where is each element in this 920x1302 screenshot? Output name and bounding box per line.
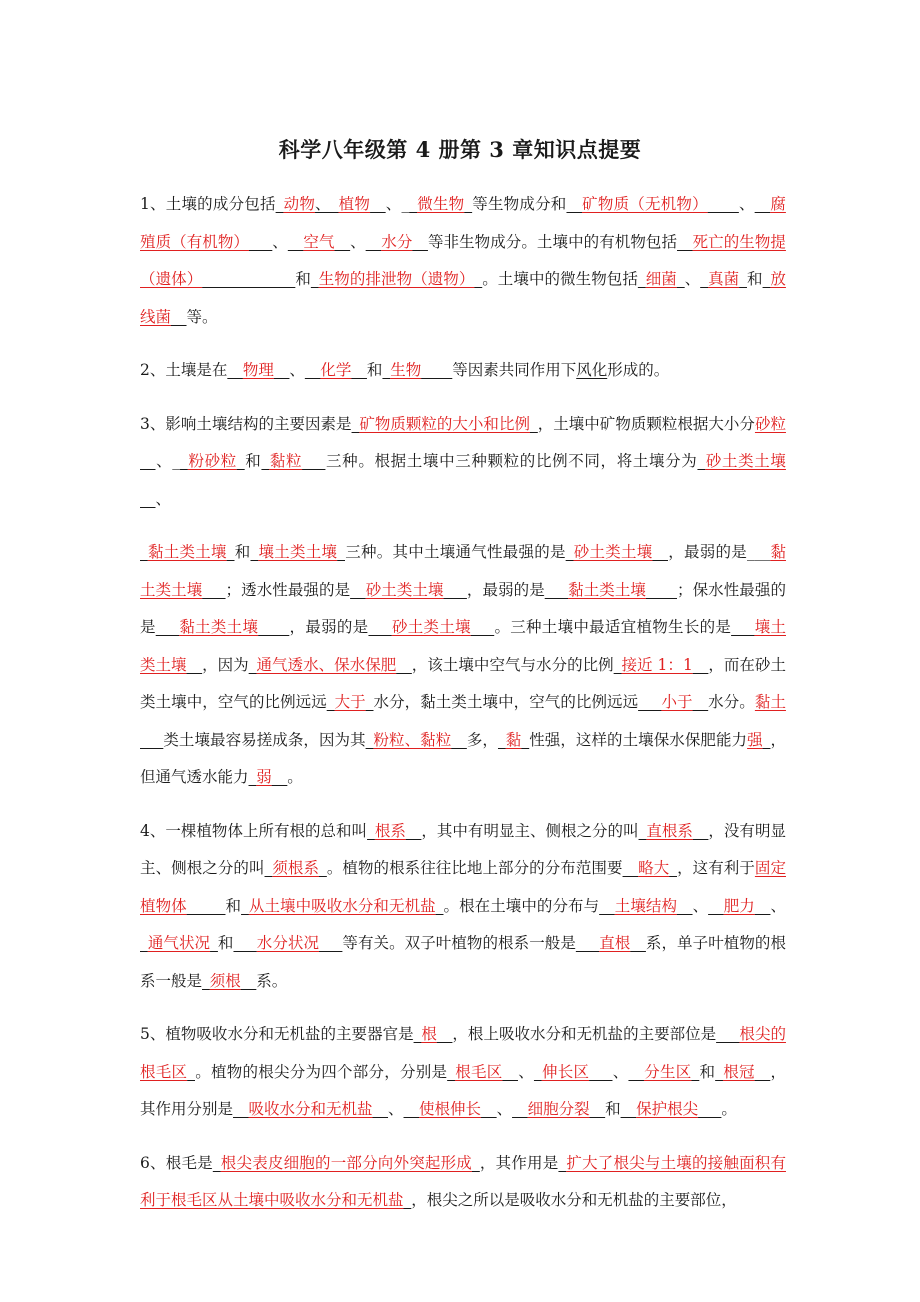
- blank-underline: _: [382, 361, 391, 379]
- blank-underline: __: [350, 580, 366, 599]
- body-text: 类土壤最容易搓成条，因为其: [163, 730, 366, 749]
- blank-underline: ___: [544, 580, 569, 599]
- blank-underline: ___: [470, 618, 495, 636]
- blank-underline: _: [140, 543, 148, 561]
- blank-underline: _: [762, 730, 771, 749]
- blank-underline: __: [351, 361, 367, 379]
- body-text: ，最弱的是: [466, 580, 545, 599]
- blank-underline: _: [558, 1153, 567, 1172]
- paragraph-2: [140, 352, 786, 390]
- answer-text: 使根伸长: [419, 1100, 482, 1118]
- body-text: ，而在砂土类土壤中，空气的比例远远: [140, 655, 786, 711]
- blank-underline: _: [261, 452, 270, 470]
- body-text: ；透水性最强的是: [225, 580, 351, 599]
- blank-underline: _: [212, 1153, 221, 1172]
- blank-underline: __: [403, 1100, 420, 1118]
- answer-text: 根尖表皮细胞的一部分向外突起形成: [220, 1153, 472, 1172]
- answer-text: 根系: [374, 821, 406, 840]
- blank-underline: ___: [731, 618, 755, 636]
- answer-text: 大于: [334, 693, 366, 711]
- body-text: 。: [287, 768, 303, 786]
- body-text: 。根在土壤中的分布与: [443, 896, 600, 915]
- body-text: 4、一棵植物体上所有根的总和叫: [140, 821, 368, 840]
- blank-underline: _: [638, 821, 647, 840]
- body-text: 和: [295, 270, 311, 288]
- answer-text: 水分状况: [256, 934, 320, 952]
- answer-text: 强: [747, 730, 763, 749]
- blank-underline: __: [171, 307, 187, 326]
- body-text: 、: [155, 489, 172, 508]
- blank-underline: __: [754, 896, 771, 915]
- blank-underline: _: [637, 270, 646, 288]
- body-text: 和: [244, 452, 262, 470]
- blank-underline: _: [413, 1025, 422, 1043]
- answer-text: 空气: [303, 232, 335, 251]
- body-text: 等因素共同作用下: [452, 361, 577, 379]
- body-text: 。土壤中的微生物包括: [482, 270, 638, 288]
- body-text: 、: [612, 1062, 629, 1081]
- body-text: 性强，这样的土壤保水保肥能力: [529, 730, 748, 749]
- blank-underline: _: [248, 655, 257, 674]
- blank-underline: _: [474, 270, 483, 288]
- blank-underline: __: [652, 543, 668, 561]
- answer-text: 粉粒、黏粒: [373, 730, 452, 749]
- blank-underline: _: [409, 195, 417, 213]
- answer-text: 固定植物体: [140, 859, 786, 915]
- blank-underline: _: [762, 270, 771, 288]
- blank-underline: __: [271, 768, 288, 786]
- body-text: 和: [699, 1062, 716, 1081]
- blank-underline: ___: [248, 232, 273, 251]
- blank-underline: __: [481, 1100, 497, 1118]
- blank-underline: _: [464, 195, 473, 213]
- body-text: 2、土壤是在: [140, 361, 228, 379]
- blank-underline: _: [310, 270, 319, 288]
- blank-underline: __: [436, 1025, 453, 1043]
- body-text: 和: [746, 270, 763, 288]
- blank-underline: __: [754, 1062, 771, 1081]
- answer-text: 壤土类土壤: [258, 543, 338, 561]
- blank-underline: ___: [202, 580, 226, 599]
- answer-text: 黏土类土壤: [140, 543, 786, 599]
- answer-text: 通气状况: [147, 934, 211, 952]
- answer-text: 粉砂粒: [187, 452, 237, 470]
- answer-text: 放线菌: [140, 270, 786, 326]
- blank-underline: _: [210, 934, 218, 952]
- blank-underline: _: [565, 543, 574, 561]
- answer-text: 细菌: [645, 270, 677, 288]
- document-body: [140, 186, 786, 1236]
- blank-underline: __: [630, 934, 646, 952]
- blank-underline: __: [233, 1100, 249, 1118]
- blank-underline: ___: [698, 1100, 722, 1118]
- blank-underline: ___: [638, 693, 662, 711]
- blank-underline: __: [396, 655, 412, 674]
- body-text: 、: [289, 361, 305, 379]
- answer-text: 通气透水、保水保肥: [256, 655, 397, 674]
- blank-underline: ___: [589, 1062, 613, 1081]
- blank-underline: __: [677, 896, 693, 915]
- answer-text: 砂粒: [754, 414, 786, 433]
- body-text: 等非生物成分。土壤中的有机物包括: [427, 232, 678, 251]
- answer-text: 物理: [242, 361, 274, 379]
- blank-underline: _: [497, 730, 506, 749]
- blank-underline: __: [566, 195, 582, 213]
- answer-text: 黏土类土壤: [568, 580, 646, 599]
- blank-underline: ____: [258, 618, 290, 636]
- answer-text: 土壤结构: [614, 896, 678, 915]
- answer-text: 微生物: [417, 195, 465, 213]
- answer-text: 扩大了根尖与土壤的接触面积有利于根毛区从土壤中吸收水分和无机盐: [140, 1153, 786, 1209]
- blank-underline: _: [691, 1062, 700, 1081]
- blank-underline: __: [754, 195, 771, 213]
- body-text: ，该土壤中空气与水分的比例: [411, 655, 614, 674]
- answer-text: 植物: [338, 195, 371, 213]
- blank-underline: __: [304, 361, 321, 379]
- blank-underline: _: [533, 1062, 542, 1081]
- blank-underline: 、_: [315, 195, 339, 213]
- body-text: 。植物的根尖分为四个部分，分别是: [195, 1062, 448, 1081]
- blank-underline: ___: [233, 934, 257, 952]
- answer-text: 动物: [283, 195, 316, 213]
- body-text: 3、影响土壤结构的主要因素是: [140, 414, 352, 433]
- body-text: 、_: [155, 452, 181, 470]
- blank-underline: _: [226, 543, 235, 561]
- answer-text: 直根系: [646, 821, 693, 840]
- answer-text: 壤土类土壤: [140, 618, 786, 674]
- blank-underline: _: [613, 655, 622, 674]
- blank-underline: _: [365, 730, 374, 749]
- body-text: 、: [388, 1100, 404, 1118]
- page-title: 科学八年级第 4 册第 3 章知识点提要: [278, 137, 642, 162]
- answer-text: 直根: [599, 934, 631, 952]
- body-text: 水分。: [708, 693, 755, 711]
- body-text: 和: [366, 361, 383, 379]
- body-text: 。三种土壤中最适宜植物生长的是: [494, 618, 732, 636]
- answer-text: 生物的排泄物（遗物）: [318, 270, 475, 288]
- answer-text: 化学: [320, 361, 352, 379]
- body-text: ，因为: [202, 655, 249, 674]
- blank-underline: __: [622, 859, 639, 877]
- blank-underline: ___: [155, 618, 180, 636]
- body-text: 5、植物吸收水分和无机盐的主要器官是: [140, 1025, 414, 1043]
- answer-text: 须根系: [272, 859, 320, 877]
- answer-text: 根尖的根毛区: [140, 1025, 786, 1081]
- blank-underline: __: [692, 693, 709, 711]
- body-text: ，最弱的是___: [667, 543, 771, 561]
- answer-text: 细胞分裂: [527, 1100, 590, 1118]
- blank-underline: _: [326, 693, 335, 711]
- blank-underline: __: [287, 232, 304, 251]
- answer-text: 水分: [381, 232, 413, 251]
- answer-text: 砂土类土壤: [391, 618, 471, 636]
- body-text: ，没有明显主、侧根之分的叫: [140, 821, 786, 877]
- body-text: 、: [692, 896, 709, 915]
- blank-underline: ___: [302, 452, 326, 470]
- blank-underline: __: [365, 232, 382, 251]
- blank-underline: __: [512, 1100, 528, 1118]
- blank-underline: _: [529, 414, 538, 433]
- blank-underline: _: [351, 414, 360, 433]
- blank-underline: __: [140, 452, 156, 470]
- blank-underline: _: [676, 270, 685, 288]
- answer-text: 黏土类土壤: [179, 618, 259, 636]
- blank-underline: _: [337, 543, 345, 561]
- blank-underline: __: [186, 655, 203, 674]
- body-text: 、: [684, 270, 701, 288]
- blank-underline: __: [502, 1062, 518, 1081]
- paragraph-7: [140, 1145, 786, 1220]
- body-text: 1、土壤的成分包括: [140, 195, 276, 213]
- body-text: 6、根毛是: [140, 1153, 213, 1172]
- blank-underline: __: [599, 896, 615, 915]
- answer-text: 黏粒: [269, 452, 303, 470]
- answer-text: 从土壤中吸收水分和无机盐: [248, 896, 436, 915]
- blank-underline: _: [140, 934, 148, 952]
- body-text: 三种。根据土壤中三种颗粒的比例不同，将土壤分为: [325, 452, 698, 470]
- blank-underline: ____________: [202, 270, 296, 288]
- answer-text: 死亡的生物提（遗体）: [140, 232, 786, 288]
- blank-underline: _: [700, 270, 709, 288]
- body-text: 等。: [186, 307, 218, 326]
- answer-text: 黏土类土壤: [147, 543, 227, 561]
- body-text: 等生物成分和: [472, 195, 567, 213]
- answer-text: 砂土类土壤: [573, 543, 653, 561]
- answer-text: 略大: [638, 859, 670, 877]
- body-text: 形成的。: [607, 361, 670, 379]
- body-text: 。: [721, 1100, 737, 1118]
- body-text: 。植物的根系往往比地上部分的分布范围要: [326, 859, 623, 877]
- blank-underline: __: [334, 232, 351, 251]
- blank-underline: _: [241, 896, 249, 915]
- blank-underline: _: [236, 452, 245, 470]
- blank-underline: __: [692, 821, 709, 840]
- answer-text: 接近 1：1: [621, 655, 693, 674]
- blank-underline: __: [140, 489, 156, 508]
- blank-underline: __: [273, 361, 290, 379]
- body-text: 系。: [256, 971, 288, 990]
- body-text: ，根上吸收水分和无机盐的主要部位是: [452, 1025, 717, 1043]
- body-text: ，土壤中矿物质颗粒根据大小分: [537, 414, 755, 433]
- body-text: 和: [605, 1100, 621, 1118]
- blank-underline: __: [589, 1100, 606, 1118]
- blank-underline: _: [521, 730, 530, 749]
- blank-underline: __: [405, 821, 422, 840]
- answer-text: 根冠: [722, 1062, 755, 1081]
- blank-underline: __: [677, 232, 693, 251]
- body-text: ；保水性最强的是: [140, 580, 786, 636]
- body-text: 和: [217, 934, 234, 952]
- body-text: 、: [272, 232, 288, 251]
- blank-underline: ___: [140, 730, 164, 749]
- blank-underline: _: [275, 195, 284, 213]
- body-text: 、: [350, 232, 366, 251]
- answer-text: 分生区: [643, 1062, 692, 1081]
- paragraph-5: [140, 813, 786, 1001]
- blank-underline: __: [227, 361, 243, 379]
- blank-underline: ____: [707, 195, 739, 213]
- blank-underline: _: [319, 859, 327, 877]
- answer-text: 黏: [505, 730, 522, 749]
- blank-underline: _: [435, 896, 444, 915]
- body-text: ，这有利于: [677, 859, 755, 877]
- paragraph-1: [140, 186, 786, 336]
- body-text: ，其作用是: [479, 1153, 559, 1172]
- answer-text: 保护根尖: [636, 1100, 699, 1118]
- blank-underline: _: [447, 1062, 455, 1081]
- body-text: ，根尖之所以是吸收水分和无机盐的主要部位，: [411, 1191, 737, 1209]
- body-text: ，其中有明显主、侧根之分的叫: [421, 821, 639, 840]
- paragraph-4: [140, 534, 786, 797]
- blank-underline: __: [370, 195, 386, 213]
- blank-underline: _: [669, 859, 678, 877]
- blank-underline: __: [692, 655, 709, 674]
- answer-text: 伸长区: [541, 1062, 590, 1081]
- blank-underline: _: [715, 1062, 723, 1081]
- paragraph-6: [140, 1016, 786, 1129]
- blank-underline: __: [628, 1062, 644, 1081]
- body-text: 、: [738, 195, 755, 213]
- blank-underline: _: [248, 768, 257, 786]
- blank-underline: __: [620, 1100, 637, 1118]
- body-text: ，最弱的是: [289, 618, 369, 636]
- body-text: 多，: [466, 730, 498, 749]
- blank-underline: _: [202, 971, 210, 990]
- body-text: 和: [225, 896, 242, 915]
- body-text: 、: [496, 1100, 513, 1118]
- blank-underline: _: [180, 452, 188, 470]
- body-text: 、_: [385, 195, 410, 213]
- answer-text: 腐殖质（有机物）: [140, 195, 786, 251]
- body-text: 等有关。双子叶植物的根系一般是: [342, 934, 576, 952]
- answer-text: 根: [421, 1025, 437, 1043]
- body-text: ，其作用分别是: [140, 1062, 786, 1118]
- answer-text: 砂土类土壤: [705, 452, 786, 470]
- body-text: 、: [770, 896, 786, 915]
- blank-underline: ___: [716, 1025, 740, 1043]
- blank-underline: ___: [443, 580, 467, 599]
- answer-text: 肥力: [723, 896, 755, 915]
- blank-underline: __: [372, 1100, 389, 1118]
- paragraph-3: [140, 406, 786, 519]
- blank-underline: _: [697, 452, 706, 470]
- blank-underline: __: [240, 971, 257, 990]
- blank-underline: _____: [186, 896, 226, 915]
- blank-underline: _: [264, 859, 273, 877]
- blank-underline: _: [367, 821, 375, 840]
- blank-underline: ___: [368, 618, 392, 636]
- blank-underline: _: [403, 1191, 412, 1209]
- blank-underline: ___: [575, 934, 600, 952]
- body-text: 和: [234, 543, 251, 561]
- answer-text: 须根: [209, 971, 241, 990]
- blank-underline: _: [365, 693, 374, 711]
- answer-text: 矿物质颗粒的大小和比例: [359, 414, 530, 433]
- blank-underline: _: [250, 543, 259, 561]
- answer-text: 吸收水分和无机盐: [248, 1100, 373, 1118]
- body-text: ，但通气透水能力: [140, 730, 786, 786]
- blank-underline: _: [471, 1153, 480, 1172]
- blank-underline: __: [708, 896, 724, 915]
- blank-underline: __: [451, 730, 467, 749]
- blank-underline: _: [187, 1062, 195, 1081]
- body-text: 、: [517, 1062, 534, 1081]
- answer-text: 矿物质（无机物）: [581, 195, 708, 213]
- answer-text: 弱: [256, 768, 272, 786]
- blank-underline: __: [412, 232, 428, 251]
- blank-underline: ___: [319, 934, 343, 952]
- blank-underline: ____: [421, 361, 453, 379]
- blank-underline: _: [739, 270, 747, 288]
- body-text: 三种。其中土壤通气性最强的是: [345, 543, 566, 561]
- blank-underline: 风化: [576, 361, 608, 379]
- answer-text: 生物: [390, 361, 422, 379]
- body-text: 系，单子叶植物的根系一般是: [140, 934, 786, 990]
- body-text: 水分，黏土类土壤中，空气的比例远远: [373, 693, 639, 711]
- blank-underline: ____: [646, 580, 677, 599]
- answer-text: 小于: [661, 693, 693, 711]
- answer-text: 黏土: [754, 693, 786, 711]
- answer-text: 砂土类土壤: [365, 580, 444, 599]
- answer-text: 真菌: [708, 270, 740, 288]
- answer-text: 根毛区: [454, 1062, 503, 1081]
